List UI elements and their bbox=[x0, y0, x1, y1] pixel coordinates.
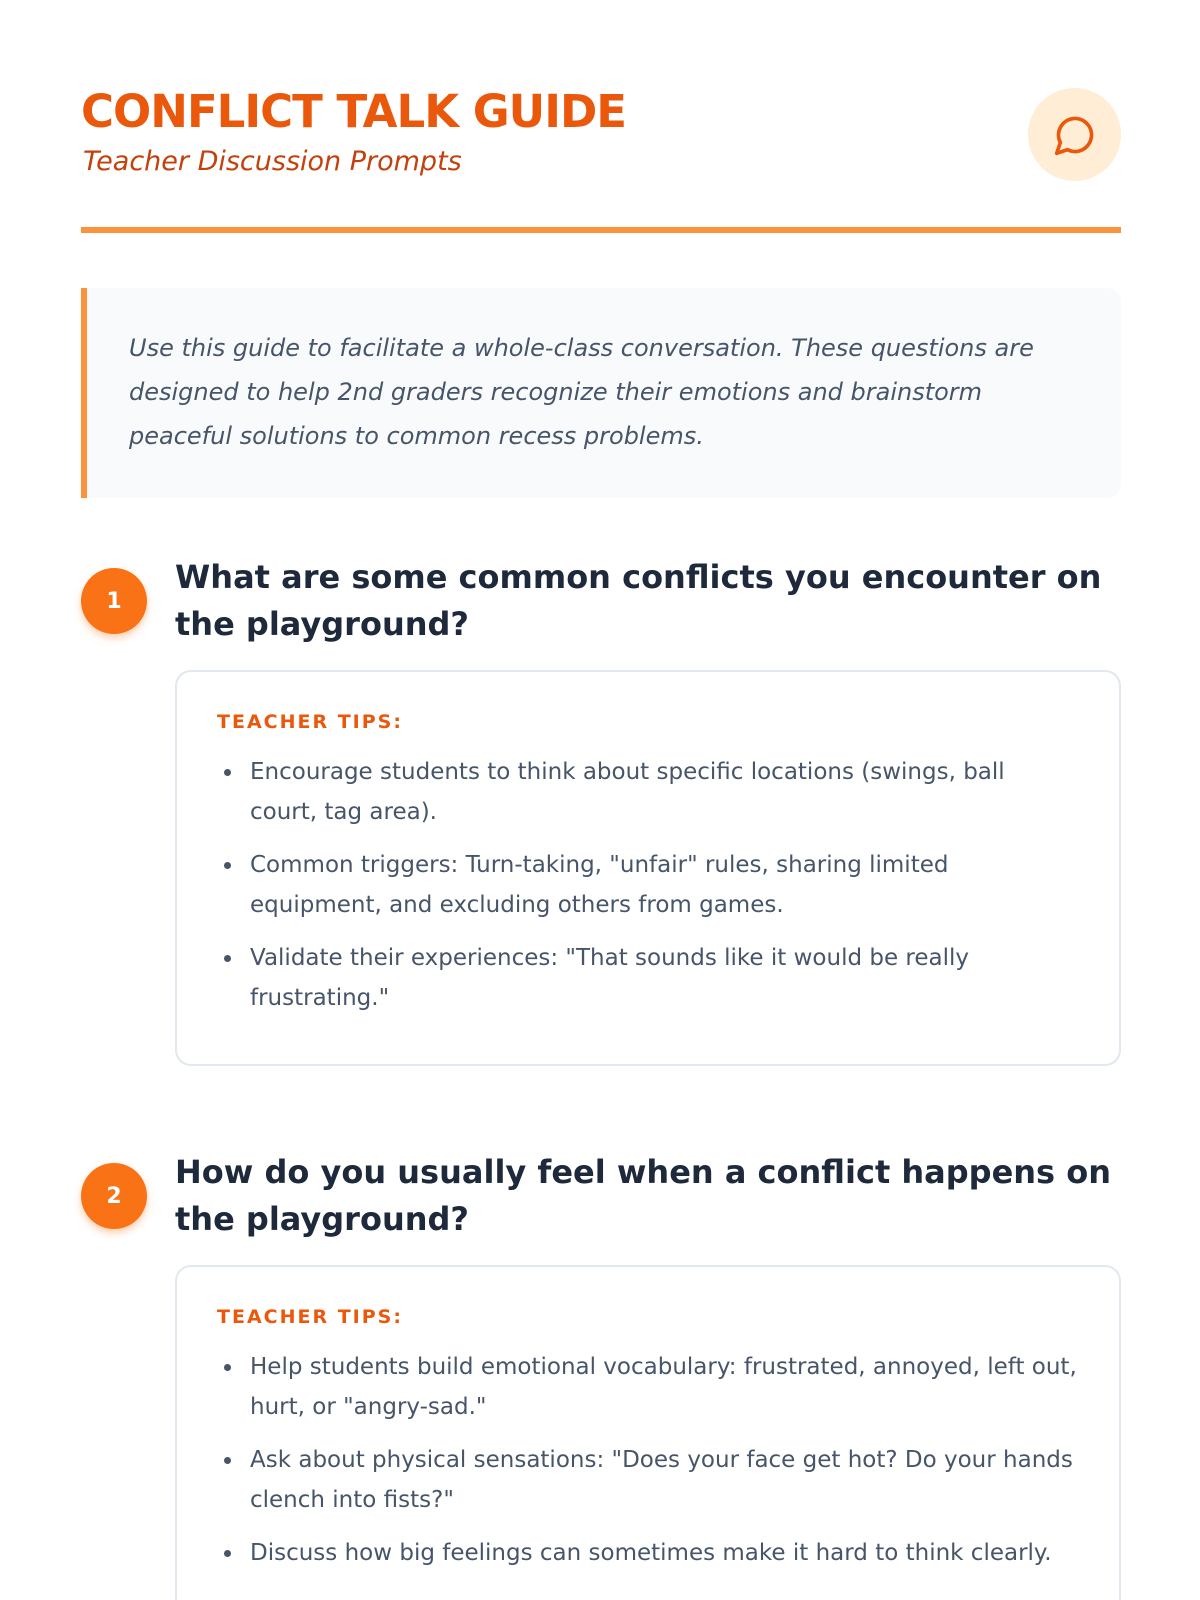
teacher-tips-list bbox=[217, 752, 1079, 1018]
page-title: CONFLICT TALK GUIDE bbox=[81, 85, 627, 138]
tip-item: Validate their experiences: "That sounds like it would be really frustrating." bbox=[217, 938, 1079, 1018]
tip-item: Help students build emotional vocabulary: frustrated, annoyed, left out, hurt, or "angry-sad." bbox=[217, 1347, 1079, 1427]
question-text: How do you usually feel when a conflict happens on the playground? bbox=[175, 1153, 1111, 1238]
tip-item: Common triggers: Turn-taking, "unfair" rules, sharing limited equipment, and excluding others from games. bbox=[217, 845, 1079, 925]
teacher-tips-card bbox=[175, 670, 1121, 1066]
intro-callout bbox=[81, 288, 1121, 498]
teacher-tips-card bbox=[175, 1265, 1121, 1600]
tip-item: Discuss how big feelings can sometimes make it hard to think clearly. bbox=[217, 1533, 1079, 1573]
teacher-tips-list bbox=[217, 1347, 1079, 1573]
teacher-tips-label: TEACHER TIPS: bbox=[217, 1306, 403, 1328]
tip-item: Encourage students to think about specific locations (swings, ball court, tag area). bbox=[217, 752, 1079, 832]
teacher-tips-label: TEACHER TIPS: bbox=[217, 711, 403, 733]
page-header bbox=[81, 84, 1121, 234]
tip-item: Ask about physical sensations: "Does your face get hot? Do your hands clench into fists?" bbox=[217, 1440, 1079, 1520]
question-text: What are some common conflicts you encounter on the playground? bbox=[175, 558, 1102, 643]
question-number-badge: 2 bbox=[81, 1163, 147, 1229]
intro-text: Use this guide to facilitate a whole-class conversation. These questions are designed to help 2nd graders recognize their emotions and brainstorm peaceful solutions to common recess problems. bbox=[129, 334, 1034, 450]
question-number-badge: 1 bbox=[81, 568, 147, 634]
page-subtitle: Teacher Discussion Prompts bbox=[83, 146, 462, 177]
guide-page bbox=[81, 0, 1121, 1600]
chat-bubble-icon bbox=[1028, 88, 1121, 181]
header-divider bbox=[81, 227, 1121, 233]
